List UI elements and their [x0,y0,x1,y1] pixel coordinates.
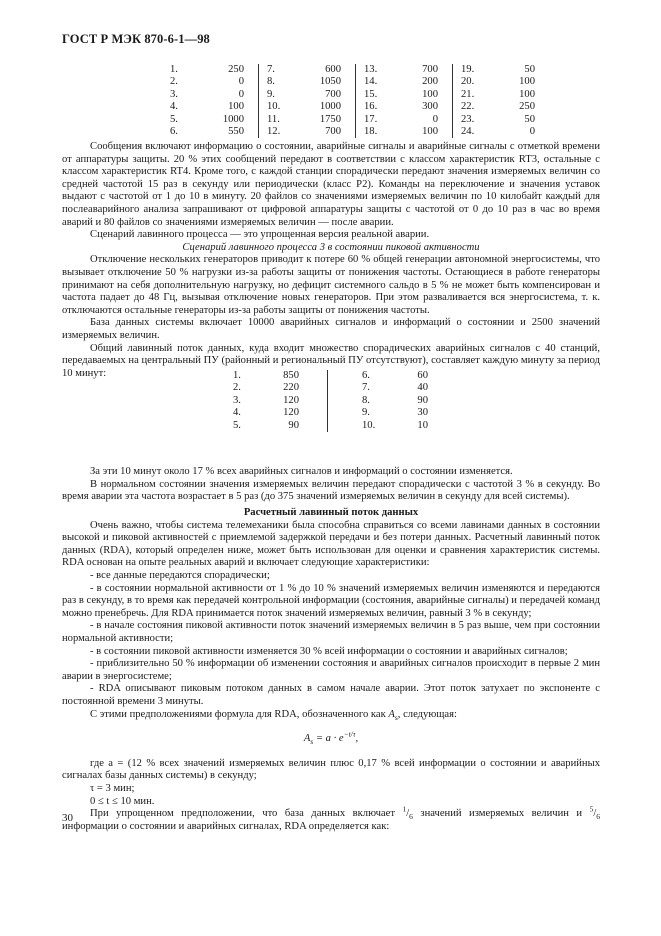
value-cell: 100 [422,126,438,138]
paragraph: где a = (12 % всех значений измеряемых величин плюс 0,17 % всей информации о состоянии и аварийных сигналах базы данных системы) в секунду; [62,757,600,782]
row-number: 2. [170,76,178,88]
paragraph: Сценарий лавинного процесса — это упрощенная версия реальной аварии. [90,229,430,241]
section-subtitle: Сценарий лавинного процесса 3 в состоянии пиковой активности [182,241,480,253]
formula: $A_s = a \cdot e^{-t/\tau}$, [303,729,359,747]
values-table-10 [233,370,456,432]
list-item: - в состоянии нормальной активности от 1 % до 10 % значений измеряемых величин изменяются и передаются раз в секунду, в то время как передачей контрольной информации (состояния, аварийные сигналы) и передачей команд можно пренебречь. Для RDA принимается поток значений измеряемых величин, равный 3 % в секунду; [62,582,600,619]
table-row [170,126,549,138]
table-row [233,407,456,419]
value-cell: 40 [417,382,428,394]
row-number: 8. [328,395,399,407]
value-cell: 1000 [319,101,341,113]
value-cell: 550 [228,126,244,138]
row-number: 9. [259,89,304,101]
value-cell: 0 [238,88,244,100]
row-number: 7. [259,64,304,76]
paragraph: Отключение нескольких генераторов приводит к потере 60 % общей генерации автономной энергосистемы, что вызывает отключение 50 % нагрузки из-за работы защиты от понижения частоты. Остающиеся в работе генераторы принимают на себя дополнительную нагрузку, но дефицит системного сальдо в 5 % не может быть компенсирован и частота падает до 48 Гц, вызывая отключение новых генераторов. При этом разваливается вся энергосистема, т. к. отключаются остальные генераторы из-за работы защиты от понижения частоты. [62,254,600,316]
paragraph: Сообщения включают информацию о состоянии, аварийные сигналы и аварийные сигналы с отметкой времени от аппаратуры защиты. 20 % этих сообщений передают в соответствии с классом характеристик RT3, остальные с классом характеристик RT4. Кроме того, с каждой станции спорадически передают значения измеряемых величин со средней частотой 15 раз в секунду или периодически (класс P2). Команды на переключение и значения уставок выдают с частотой от 1 до 10 в минуту. 20 файлов со значениями измеряемых величин по 10 килобайт каждый для послеаварийного анализа запрашивают от цифровой аппаратуры защиты с частотой от 0 до 10 раз в час во время аварий и 80 файлов со значениями измеряемых величин — после аварии. [62,141,600,228]
row-number: 1. [233,370,241,381]
value-cell: 600 [325,64,341,75]
value-cell: 100 [519,88,535,100]
row-number: 5. [233,419,241,431]
paragraph: 0 ≤ t ≤ 10 мин. [90,795,155,807]
paragraph: База данных системы включает 10000 аварийных сигналов и информаций о состоянии и 2500 значений измеряемых величин. [62,317,600,341]
row-number: 7. [328,382,399,394]
row-number: 22. [453,101,498,113]
row-number: 21. [453,89,498,101]
table-row [233,395,456,407]
row-number: 9. [328,407,399,419]
list-item: - RDA описывают пиковым потоком данных в самом начале аварии. Этот поток затухает по экспоненте с постоянной времени 3 минуты. [62,683,600,707]
list-item: - в состоянии пиковой активности изменяется 30 % всей информации о состоянии и аварийных сигналов; [90,645,568,657]
value-cell: 1050 [319,76,341,88]
list-item: - все данные передаются спорадически; [90,570,270,582]
value-cell: 0 [529,126,535,138]
paragraph: Общий лавинный поток данных, куда входит множество спорадических аварийных сигналов с 40 станций, передаваемых на центральный ПУ (районный и региональный ПУ отсутствуют), составляет каждую минуту за период 10 минут: [62,342,600,379]
value-cell: 1750 [319,113,341,125]
row-number: 20. [453,76,498,88]
table-row [170,89,549,101]
row-number: 4. [233,407,241,419]
row-number: 17. [356,114,401,126]
row-number: 4. [170,101,178,113]
list-item: - в начале состояния пиковой активности поток значений измеряемых величин в 5 раз выше, чем при состоянии нормальной активности; [62,620,600,644]
value-cell: 700 [325,88,341,100]
row-number: 1. [170,64,178,75]
table-row [170,64,549,76]
value-cell: 300 [422,101,438,113]
paragraph: За эти 10 минут около 17 % всех аварийных сигналов и информаций о состоянии изменяется. [90,466,513,478]
value-cell: 120 [283,407,299,419]
row-number: 15. [356,89,401,101]
value-cell: 90 [288,419,299,431]
value-cell: 50 [524,64,535,75]
row-number: 10. [328,420,399,432]
value-cell: 0 [238,76,244,88]
table-row [233,420,456,432]
value-cell: 100 [228,101,244,113]
value-cell: 700 [325,126,341,138]
table-row [233,382,456,394]
row-number: 3. [170,88,178,100]
paragraph: При упрощенном предположении, что база данных включает $^1/_6$ значений измеряемых величин и $^5/_6$ информации о состоянии и аварийных сигналах, RDA определяется как: [62,804,601,832]
section-title: Расчетный лавинный поток данных [243,507,419,519]
page-number: 30 [62,812,73,824]
value-cell: 1000 [222,113,244,125]
value-cell: 0 [432,113,438,125]
row-number: 18. [356,126,401,138]
row-number: 24. [453,126,498,138]
paragraph: С этими предположениями формула для RDA, обозначенного как $A_s$, следующая: [90,708,457,722]
value-cell: 30 [417,407,428,419]
body-text [62,141,600,833]
row-number: 23. [453,114,498,126]
document-header: ГОСТ Р МЭК 870-6-1—98 [62,32,210,46]
table-row [233,370,456,382]
value-cell: 250 [228,64,244,75]
table-row [170,101,549,113]
row-number: 6. [328,370,399,382]
row-number: 19. [453,64,498,76]
row-number: 2. [233,382,241,394]
paragraph: τ = 3 мин; [90,782,135,794]
row-number: 12. [259,126,304,138]
table-row [170,76,549,88]
value-cell: 60 [417,370,428,381]
values-table-24 [170,64,549,138]
value-cell: 850 [283,370,299,381]
value-cell: 220 [283,382,299,394]
value-cell: 90 [417,394,428,406]
row-number: 5. [170,113,178,125]
row-number: 3. [233,394,241,406]
row-number: 14. [356,76,401,88]
value-cell: 200 [422,76,438,88]
table-row [170,114,549,126]
value-cell: 50 [524,113,535,125]
value-cell: 100 [422,88,438,100]
paragraph: В нормальном состоянии значения измеряемых величин передают спорадически с частотой 3 % в секунду. Во время аварии эта частота возрастает в 5 раз (до 375 значений измеряемых величин в секунду для всей системы). [62,478,600,503]
row-number: 11. [259,114,304,126]
value-cell: 120 [283,394,299,406]
value-cell: 100 [519,76,535,88]
row-number: 6. [170,126,178,138]
value-cell: 250 [519,101,535,113]
row-number: 8. [259,76,304,88]
value-cell: 700 [422,64,438,75]
row-number: 16. [356,101,401,113]
row-number: 10. [259,101,304,113]
paragraph: Очень важно, чтобы система телемеханики была способна справиться со всеми лавинами данных в состоянии высокой и пиковой активностей с приемлемой задержкой передачи и без потери данных. Расчетный лавинный поток данных (RDA), который определен ниже, может быть использован для оценки и сравнения характеристик системы. RDA основан на опыте реальных аварий и включает следующие характеристики: [62,519,600,569]
list-item: - приблизительно 50 % информации об изменении состояния и аварийных сигналов происходит в первые 2 мин аварии в энергосистеме; [62,658,600,682]
row-number: 13. [356,64,401,76]
value-cell: 10 [417,419,428,431]
